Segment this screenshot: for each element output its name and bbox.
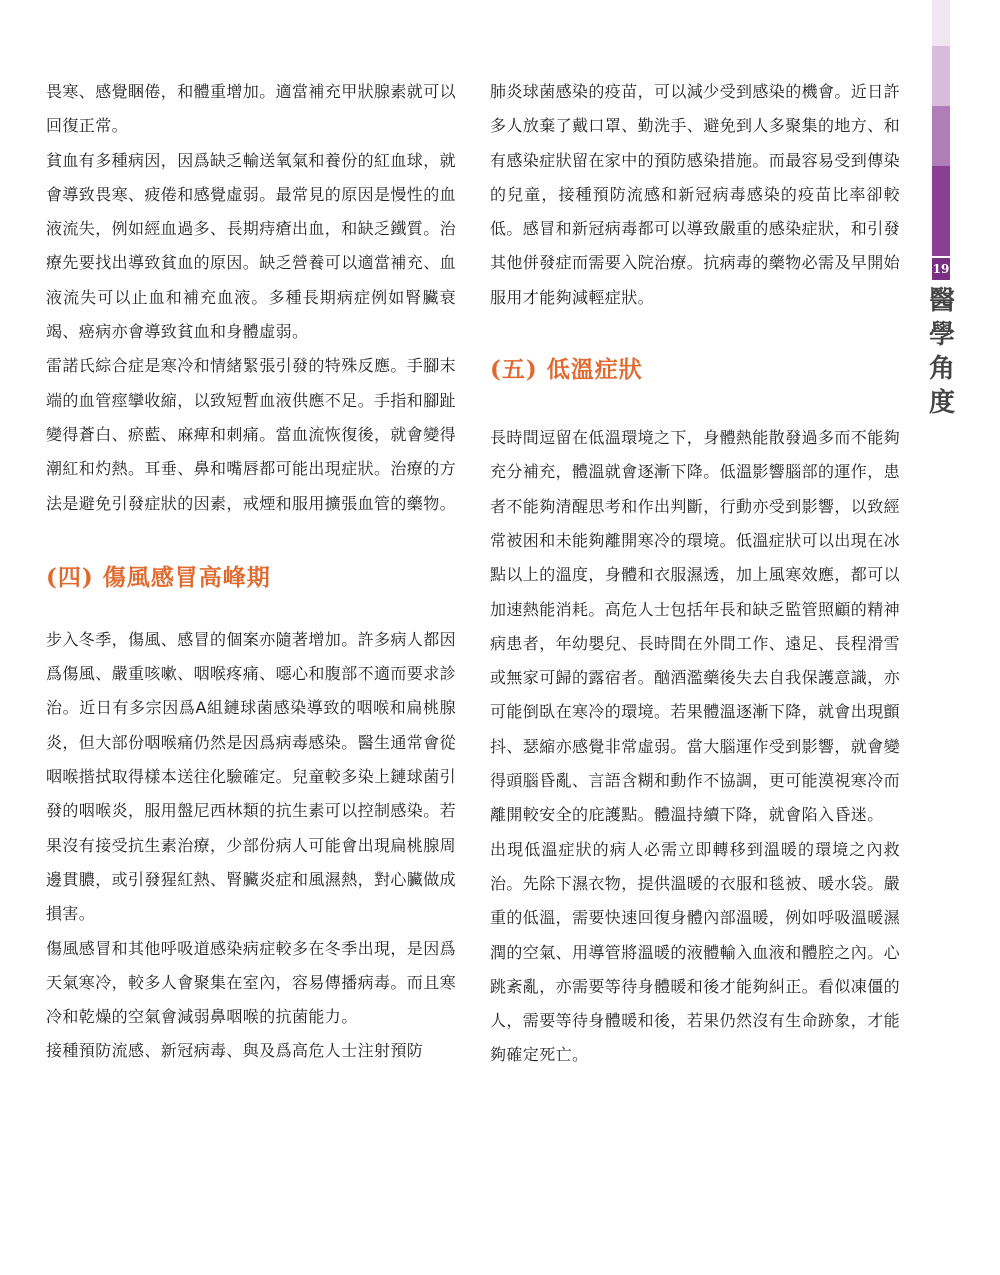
paragraph: 出現低溫症狀的病人必需立即轉移到溫暖的環境之內救治。先除下濕衣物，提供溫暖的衣服和毯被、暖水袋。嚴重的低溫，需要快速回復身體內部溫暖，例如呼吸溫暖濕潤的空氣、用導管將溫暖的液體輸入血液和體腔之內。心跳紊亂，亦需要等待身體暖和後才能夠糾正。看似凍僵的人，需要等待身體暖和後，若果仍然沒有生命跡象，才能夠確定死亡。 xyxy=(490,839,901,1065)
paragraph: 貧血有多種病因，因爲缺乏輸送氧氣和養份的紅血球，就會導致畏寒、疲倦和感覺虛弱。最常見的原因是慢性的血液流失，例如經血過多、長期痔瘡出血，和缺乏鐵質。治療先要找出導致貧血的原因。缺乏營養可以適當補充、血液流失可以止血和補充血液。多種長期病症例如腎臟衰竭、癌病亦會導致貧血和身體虛弱。 xyxy=(46,150,457,342)
page-number: 19 xyxy=(932,258,950,280)
color-bar-segment xyxy=(932,166,950,256)
paragraph: 畏寒、感覺睏倦，和體重增加。適當補充甲狀腺素就可以回復正常。 xyxy=(46,82,457,136)
section-title-char: 學 xyxy=(929,320,956,350)
section-title-char: 角 xyxy=(929,354,956,384)
color-bar-segment xyxy=(932,106,950,166)
paragraph: 接種預防流感、新冠病毒、與及爲高危人士注射預防 xyxy=(46,1041,424,1061)
section-title xyxy=(929,284,956,420)
color-bar-segment xyxy=(932,46,950,106)
right-column xyxy=(490,75,900,1073)
paragraph: 肺炎球菌感染的疫苗，可以減少受到感染的機會。近日許多人放棄了戴口罩、勤洗手、避免到人多聚集的地方、和有感染症狀留在家中的預防感染措施。而最容易受到傳染的兒童，接種預防流感和新冠病毒感染的疫苗比率卻較低。感冒和新冠病毒都可以導致嚴重的感染症狀，和引發其他併發症而需要入院治療。抗病毒的藥物必需及早開始服用才能夠減輕症狀。 xyxy=(490,82,901,307)
section-heading: (四) 傷風感冒高峰期 xyxy=(46,563,271,591)
section-title-char: 醫 xyxy=(929,286,956,316)
left-column xyxy=(46,75,456,1069)
paragraph: 雷諾氏綜合症是寒冷和情緒緊張引發的特殊反應。手腳末端的血管痙攣收縮，以致短暫血液供應不足。手指和腳趾變得蒼白、瘀藍、麻痺和刺痛。當血流恢復後，就會變得潮紅和灼熱。耳垂、鼻和嘴唇都可能出現症狀。治療的方法是避免引發症狀的因素，戒煙和服用擴張血管的藥物。 xyxy=(46,356,457,513)
section-heading: (五) 低溫症狀 xyxy=(490,356,643,384)
section-color-bar xyxy=(932,0,950,1275)
paragraph: 傷風感冒和其他呼吸道感染病症較多在冬季出現，是因爲天氣寒冷，較多人會聚集在室內，容易傳播病毒。而且寒冷和乾燥的空氣會減弱鼻咽喉的抗菌能力。 xyxy=(46,938,457,1027)
paragraph: 步入冬季，傷風、感冒的個案亦隨著增加。許多病人都因爲傷風、嚴重咳嗽、咽喉疼痛、噁心和腹部不適而要求診治。近日有多宗因爲A組鏈球菌感染導致的咽喉和扁桃腺炎，但大部份咽喉痛仍然是因爲病毒感染。醫生通常會從咽喉揩拭取得樣本送往化驗確定。兒童較多染上鏈球菌引發的咽喉炎，服用盤尼西林類的抗生素可以控制感染。若果沒有接受抗生素治療，少部份病人可能會出現扁桃腺周邊貫膿，或引發猩紅熱、腎臟炎症和風濕熱，對心臟做成損害。 xyxy=(46,629,457,924)
color-bar-segment xyxy=(932,0,950,46)
section-title-char: 度 xyxy=(929,388,956,418)
paragraph: 長時間逗留在低溫環境之下，身體熱能散發過多而不能夠充分補充，體溫就會逐漸下降。低溫影響腦部的運作，患者不能夠清醒思考和作出判斷，行動亦受到影響，以致經常被困和未能夠離開寒冷的環境。低溫症狀可以出現在冰點以上的溫度，身體和衣服濕透，加上風寒效應，都可以加速熱能消耗。高危人士包括年長和缺乏監管照顧的精神病患者，年幼嬰兒、長時間在外間工作、遠足、長程滑雪或無家可歸的露宿者。酗酒濫藥後失去自我保護意識，亦可能倒臥在寒冷的環境。若果體溫逐漸下降，就會出現顫抖、瑟縮亦感覺非常虛弱。當大腦運作受到影響，就會變得頭腦昏亂、言語含糊和動作不協調，更可能漠視寒冷而離開較安全的庇護點。體溫持續下降，就會陷入昏迷。 xyxy=(490,428,901,825)
